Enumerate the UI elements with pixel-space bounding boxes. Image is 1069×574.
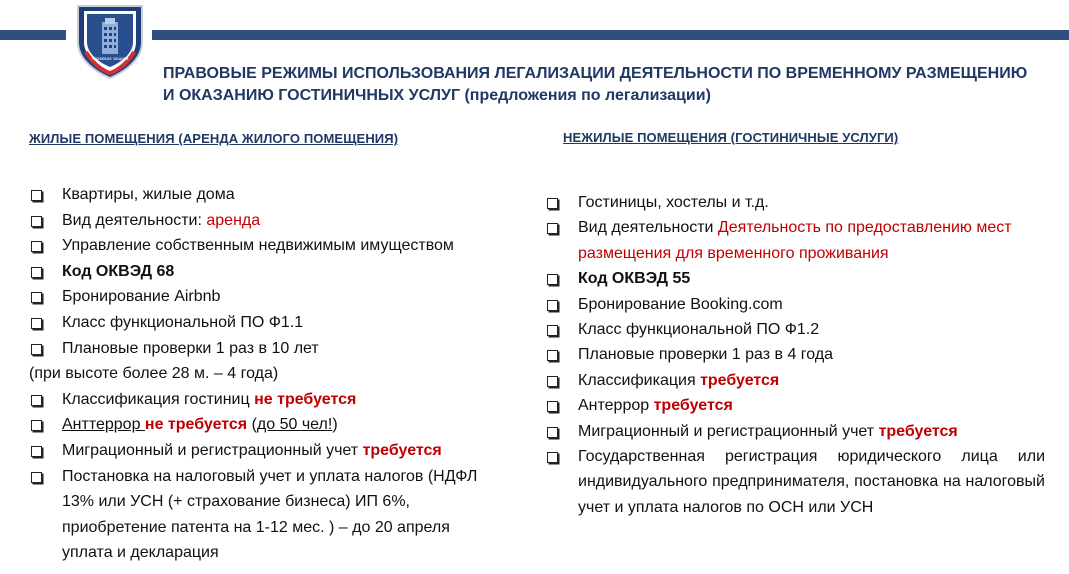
- checkbox-icon: [547, 325, 558, 336]
- left-column-heading: ЖИЛЫЕ ПОМЕЩЕНИЯ (АРЕНДА ЖИЛОГО ПОМЕЩЕНИЯ): [29, 131, 399, 146]
- shield-logo: [72, 2, 148, 80]
- list-item: Вид деятельности Деятельность по предоставлению мест размещения для временного проживания: [545, 215, 1030, 266]
- list-item: Миграционный и регистрационный учет требуется: [545, 419, 1045, 444]
- list-item: Плановые проверки 1 раз в 10 лет: [29, 336, 529, 362]
- list-item: Класс функциональной ПО Ф1.2: [545, 317, 1045, 342]
- right-column-heading: НЕЖИЛЫЕ ПОМЕЩЕНИЯ (ГОСТИНИЧНЫЕ УСЛУГИ): [563, 130, 899, 145]
- left-checklist: [29, 182, 529, 566]
- checkbox-icon: [31, 472, 42, 483]
- checkbox-icon: [547, 427, 558, 438]
- list-item: Вид деятельности: аренда: [29, 208, 529, 234]
- title-sub: (предложения по легализации): [464, 87, 711, 104]
- list-item: Код ОКВЭД 68: [29, 259, 529, 285]
- list-item: Миграционный и регистрационный учет требуется: [29, 438, 529, 464]
- list-item: Плановые проверки 1 раз в 4 года: [545, 342, 1045, 367]
- checkbox-icon: [547, 376, 558, 387]
- checkbox-icon: [31, 318, 42, 329]
- checkbox-icon: [547, 300, 558, 311]
- checkbox-icon: [31, 344, 42, 355]
- page-title: [163, 63, 1043, 107]
- list-item: Анттеррор не требуется (до 50 чел!): [29, 412, 529, 438]
- checkbox-icon: [31, 241, 42, 252]
- checkbox-icon: [31, 395, 42, 406]
- checkbox-icon: [31, 267, 42, 278]
- list-item: Антеррор требуется: [545, 393, 1045, 418]
- right-checklist: [545, 190, 1045, 520]
- list-item: Бронирование Airbnb: [29, 284, 529, 310]
- checkbox-icon: [547, 198, 558, 209]
- checkbox-icon: [31, 420, 42, 431]
- list-item: Класс функциональной ПО Ф1.1: [29, 310, 529, 336]
- list-item: Бронирование Booking.com: [545, 292, 1045, 317]
- list-note: (при высоте более 28 м. – 4 года): [29, 365, 279, 383]
- list-item: Постановка на налоговый учет и уплата налогов (НДФЛ 13% или УСН (+ страхование бизнеса) ИП 6%, приобретение патента на 1-12 мес. ) – до 20 апреля уплата и декларация: [29, 464, 502, 566]
- checkbox-icon: [31, 216, 42, 227]
- checkbox-icon: [547, 223, 558, 234]
- checkbox-icon: [31, 190, 42, 201]
- checkbox-icon: [31, 446, 42, 457]
- list-item: Квартиры, жилые дома: [29, 182, 529, 208]
- list-item: Код ОКВЭД 55: [545, 266, 1045, 291]
- checkbox-icon: [547, 401, 558, 412]
- checkbox-icon: [547, 274, 558, 285]
- svg-text:Правовая защита: Правовая защита: [91, 56, 129, 61]
- list-item: Классификация гостиниц не требуется: [29, 387, 529, 413]
- list-item: Классификация требуется: [545, 368, 1045, 393]
- header-bar-right: [152, 30, 1069, 40]
- checkbox-icon: [547, 452, 558, 463]
- title-main: ПРАВОВЫЕ РЕЖИМЫ ИСПОЛЬЗОВАНИЯ ЛЕГАЛИЗАЦИИ ДЕЯТЕЛЬНОСТИ ПО ВРЕМЕННОМУ РАЗМЕЩЕНИЮ И ОКАЗАНИЮ ГОСТИНИЧНЫХ УСЛУГ: [163, 65, 1028, 104]
- list-item: Государственная регистрация юридического лица или индивидуального предпринимателя, постановка на налоговый учет и уплата налогов по ОСН или УСН: [545, 444, 1045, 520]
- list-item: Гостиницы, хостелы и т.д.: [545, 190, 1045, 215]
- checkbox-icon: [31, 292, 42, 303]
- list-item: Управление собственным недвижимым имуществом: [29, 233, 529, 259]
- header-bar-left: [0, 30, 66, 40]
- checkbox-icon: [547, 350, 558, 361]
